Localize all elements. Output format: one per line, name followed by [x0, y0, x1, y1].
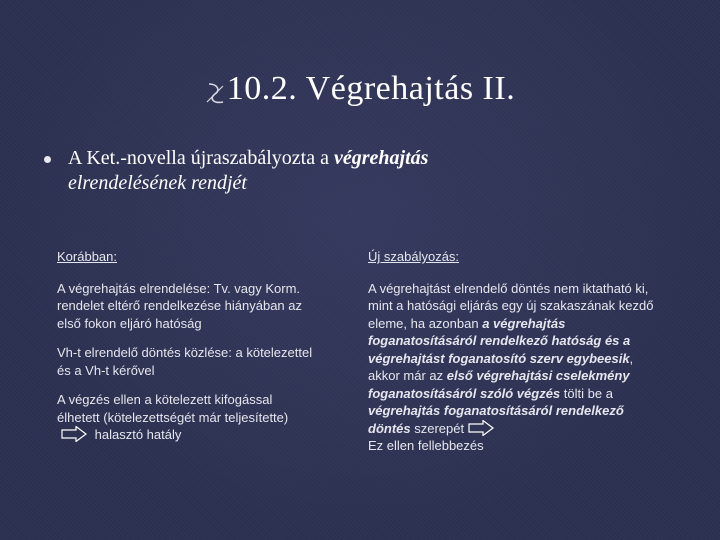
right-para: [368, 280, 666, 455]
bullet-text-emphasis-2: elrendelésének rendjét: [68, 172, 247, 194]
right-text-6: foganatosításáról szóló végzés: [368, 385, 561, 401]
right-arrow-icon: [61, 426, 87, 442]
left-para-3-result: halasztó hatály: [94, 427, 182, 442]
right-text-9: szerepét: [410, 420, 465, 436]
right-column: [368, 248, 666, 467]
left-para-3: [57, 391, 315, 444]
bullet-dot-icon: [44, 156, 51, 163]
right-arrow-icon: [468, 420, 494, 436]
bullet-text: [68, 146, 684, 196]
right-text-4: első végrehajtási cselekmény: [446, 368, 630, 383]
left-para-2: Vh-t elrendelő döntés közlése: a kötelezettel és a Vh-t kérővel: [57, 345, 313, 378]
right-text-8: végrehajtás foganatosításáról rendelkező döntés: [368, 403, 624, 436]
right-text-10: Ez ellen fellebbezés: [368, 438, 484, 453]
left-column-heading: Korábban:: [57, 249, 117, 264]
bullet-text-plain: A Ket.-novella újraszabályozta a: [68, 147, 334, 169]
decorative-ornament-icon: [205, 80, 227, 106]
title-area: [0, 70, 720, 108]
left-para-1: A végrehajtás elrendelése: Tv. vagy Korm. rendelet eltérő rendelkezése hiányában az első fokon eljáró hatóság: [57, 280, 303, 331]
right-text-1: A végrehajtást elrendelő döntés nem iktatható ki, mint a hatósági eljárás egy új szakaszának kezdő eleme, ha azonban: [368, 280, 654, 331]
right-text-2: a végrehajtás foganatosításáról rendelkező hatóság és a végrehajtást foganatosító szerv egybeesik: [368, 315, 631, 366]
slide-title-wrap: [205, 70, 515, 108]
left-column: [57, 248, 315, 456]
right-text-7: tölti be a: [560, 385, 613, 401]
main-bullet: [44, 146, 684, 196]
right-column-heading: Új szabályozás:: [368, 249, 460, 264]
left-para-3-text: A végzés ellen a kötelezett kifogással élhetett (kötelezettségét már teljesítette): [57, 392, 289, 425]
right-text-3: , akkor már az: [368, 350, 634, 383]
slide-title: 10.2. Végrehajtás II.: [226, 70, 516, 107]
bullet-text-emphasis-1: végrehajtás: [334, 147, 429, 169]
